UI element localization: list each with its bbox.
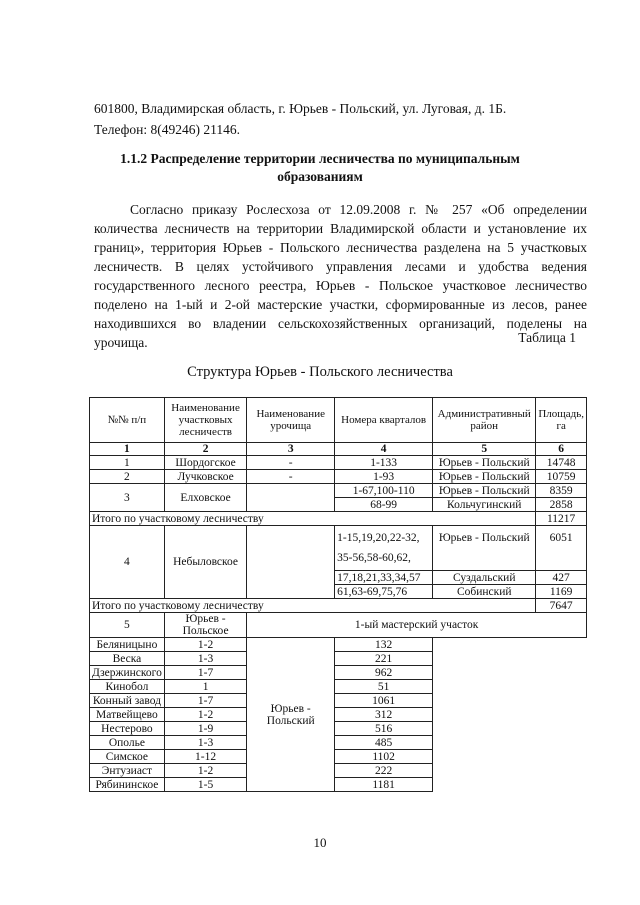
- quarter-numbers: 1-7: [164, 694, 246, 708]
- paragraph-text: Согласно приказу Рослесхоза от 12.09.2008 г. № 257 «Об определении количества лесничеств на территории Владимирской области и установление их границ», территория Юрьев - Польского лесничества разделена на 5 участковых лесничеств. В целях устойчивого управления лесами и удобства ведения государственного лесного реестра, Юрьев - Польское участковое лесничество поделено на 1-ый и 2-ой мастерские участки, сформированные из лесов, ранее находившихся во владении сельскохозяйственных организаций, поделены на урочища.: [94, 202, 587, 350]
- district: Суздальский: [433, 571, 536, 585]
- table-row: [90, 484, 587, 498]
- tract-name: Рябининское: [90, 778, 165, 792]
- quarter-numbers: 1-12: [164, 750, 246, 764]
- quarter-numbers: 1-5: [164, 778, 246, 792]
- table-row: [90, 526, 587, 571]
- tract-name: Матвейщево: [90, 708, 165, 722]
- table-row: [90, 764, 587, 778]
- district: Собинский: [433, 585, 536, 599]
- quarter-numbers: 1-93: [335, 470, 433, 484]
- area-value: 51: [335, 680, 433, 694]
- total-label: Итого по участковому лесничеству: [90, 599, 536, 613]
- area-value: 10759: [536, 470, 587, 484]
- section-title-line2: образованиям: [277, 169, 363, 184]
- quarter-numbers: 1: [164, 680, 246, 694]
- tract-name: Веска: [90, 652, 165, 666]
- area-value: 8359: [536, 484, 587, 498]
- row-number: 1: [90, 456, 165, 470]
- row-number: 4: [90, 526, 165, 599]
- page-number: 10: [313, 835, 327, 850]
- tract-name: Нестерово: [90, 722, 165, 736]
- quarter-numbers: 1-2: [164, 708, 246, 722]
- area-value: 6051: [536, 526, 587, 571]
- district: Юрьев - Польский: [247, 638, 335, 792]
- quarter-numbers-line: 35-56,58-60,62,: [337, 552, 411, 564]
- table-row: [90, 694, 587, 708]
- quarter-numbers: 1-3: [164, 652, 246, 666]
- district: Юрьев - Польский: [433, 470, 536, 484]
- table-row: [90, 708, 587, 722]
- tract-name: Ополье: [90, 736, 165, 750]
- body-paragraph: [94, 200, 587, 352]
- column-number: 6: [536, 443, 587, 456]
- tract-name: Симское: [90, 750, 165, 764]
- column-number: 1: [90, 443, 165, 456]
- area-value: 427: [536, 571, 587, 585]
- area-value: 516: [335, 722, 433, 736]
- forestry-name: Небыловское: [164, 526, 246, 599]
- table-row: [90, 613, 587, 638]
- header-cell: Наименование участковых лесничеств: [164, 398, 246, 443]
- district: Юрьев - Польский: [433, 526, 536, 571]
- table-row: [90, 638, 587, 652]
- header-cell: Наименование урочища: [247, 398, 335, 443]
- header-cell: Площадь, га: [536, 398, 587, 443]
- quarter-numbers: [335, 526, 433, 571]
- quarter-numbers: 1-133: [335, 456, 433, 470]
- area-value: 485: [335, 736, 433, 750]
- table-row: [90, 652, 587, 666]
- quarter-numbers: 68-99: [335, 498, 433, 512]
- row-number: 3: [90, 484, 165, 512]
- row-number: 5: [90, 613, 165, 638]
- forestry-name: Юрьев - Польское: [164, 613, 246, 638]
- quarter-numbers: 1-7: [164, 666, 246, 680]
- area-value: 2858: [536, 498, 587, 512]
- quarter-numbers-line: 1-15,19,20,22-32,: [337, 532, 420, 544]
- total-area: 7647: [536, 599, 587, 613]
- quarter-numbers: 1-2: [164, 764, 246, 778]
- area-value: 14748: [536, 456, 587, 470]
- area-value: 1061: [335, 694, 433, 708]
- quarter-numbers: 1-9: [164, 722, 246, 736]
- tract-name: Дзержинского: [90, 666, 165, 680]
- district: Юрьев - Польский: [433, 456, 536, 470]
- column-number: 5: [433, 443, 536, 456]
- area-value: 312: [335, 708, 433, 722]
- area-value: 132: [335, 638, 433, 652]
- tract-name: Беляницыно: [90, 638, 165, 652]
- tract-name: [247, 526, 335, 599]
- area-value: 221: [335, 652, 433, 666]
- quarter-numbers: 61,63-69,75,76: [335, 585, 433, 599]
- total-row: [90, 512, 587, 526]
- table-title: Структура Юрьев - Польского лесничества: [187, 364, 453, 380]
- table-row: [90, 470, 587, 484]
- area-value: 1102: [335, 750, 433, 764]
- forestry-structure-table: [89, 397, 587, 792]
- table-row: [90, 680, 587, 694]
- tract-name: Кинобол: [90, 680, 165, 694]
- forestry-name: Лучковское: [164, 470, 246, 484]
- tract-name: Энтузиаст: [90, 764, 165, 778]
- table-row: [90, 750, 587, 764]
- column-number: 2: [164, 443, 246, 456]
- column-number-row: [90, 443, 587, 456]
- tract-name: -: [247, 456, 335, 470]
- forestry-name: Шордогское: [164, 456, 246, 470]
- area-value: 1181: [335, 778, 433, 792]
- table-row: [90, 778, 587, 792]
- total-label: Итого по участковому лесничеству: [90, 512, 536, 526]
- quarter-numbers: 1-2: [164, 638, 246, 652]
- tract-name: [247, 484, 335, 512]
- quarter-numbers: 1-3: [164, 736, 246, 750]
- header-cell: №№ п/п: [90, 398, 165, 443]
- phone-line: Телефон: 8(49246) 21146.: [94, 122, 240, 137]
- header-cell: Номера кварталов: [335, 398, 433, 443]
- table-row: [90, 456, 587, 470]
- header-cell: Административный район: [433, 398, 536, 443]
- section-title: [60, 150, 580, 186]
- tract-name: -: [247, 470, 335, 484]
- quarter-numbers: 17,18,21,33,34,57: [335, 571, 433, 585]
- area-value: 1169: [536, 585, 587, 599]
- table-row: [90, 722, 587, 736]
- district: Юрьев - Польский: [433, 484, 536, 498]
- section-title-line1: 1.1.2 Распределение территории лесничества по муниципальным: [120, 151, 520, 166]
- address-block: [94, 98, 506, 140]
- quarter-numbers: 1-67,100-110: [335, 484, 433, 498]
- table-header-row: [90, 398, 587, 443]
- address-line: 601800, Владимирская область, г. Юрьев - Польский, ул. Луговая, д. 1Б.: [94, 101, 507, 116]
- column-number: 3: [247, 443, 335, 456]
- table-row: [90, 736, 587, 750]
- master-section-header: 1-ый мастерский участок: [247, 613, 587, 638]
- total-area: 11217: [536, 512, 587, 526]
- area-value: 222: [335, 764, 433, 778]
- table-row: [90, 666, 587, 680]
- table-label: Таблица 1: [518, 330, 576, 345]
- total-row: [90, 599, 587, 613]
- column-number: 4: [335, 443, 433, 456]
- district: Кольчугинский: [433, 498, 536, 512]
- forestry-name: Елховское: [164, 484, 246, 512]
- area-value: 962: [335, 666, 433, 680]
- row-number: 2: [90, 470, 165, 484]
- tract-name: Конный завод: [90, 694, 165, 708]
